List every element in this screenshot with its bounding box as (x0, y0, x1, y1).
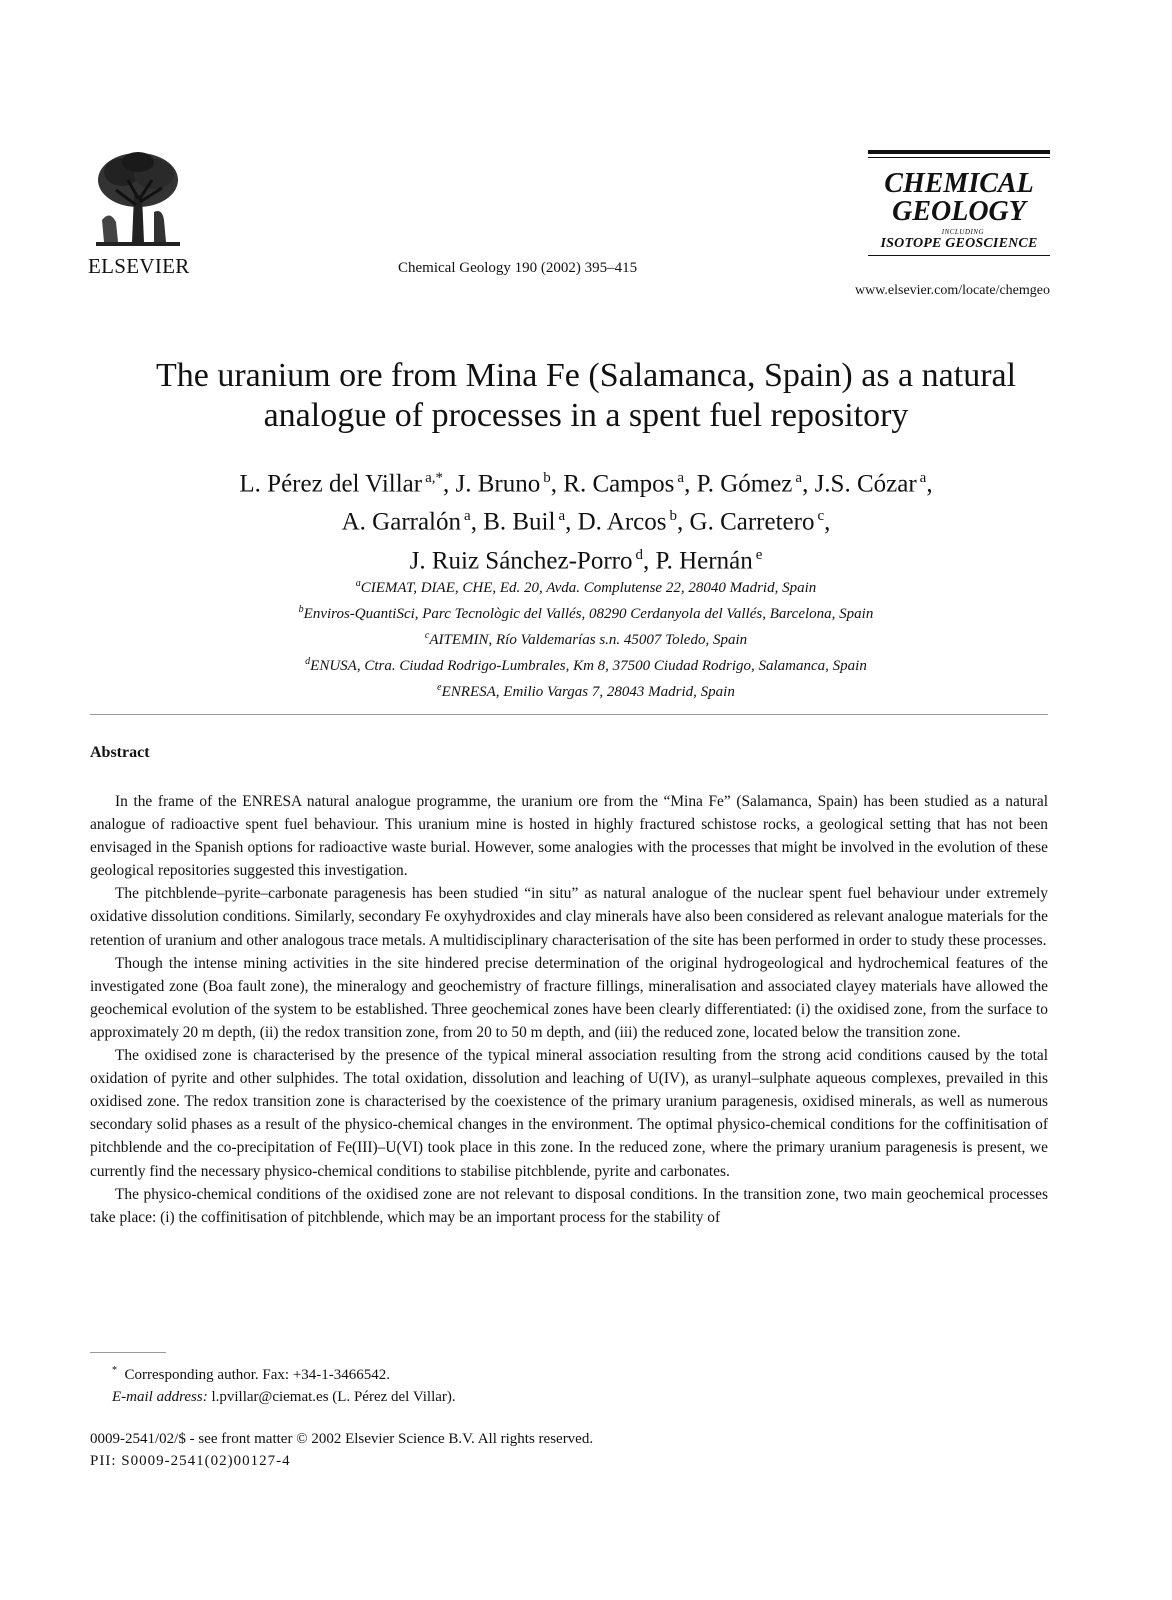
abstract-paragraph: The oxidised zone is characterised by the presence of the typical mineral association resulting from the strong acid conditions caused by the total oxidation of pyrite and other sulphides. The total oxidation, dissolution and leaching of U(IV), as uranyl–sulphate aqueous complexes, prevailed in this oxidised zone. The redox transition zone is characterised by the coexistence of the primary uranium paragenesis, oxidised minerals, as well as numerous secondary solid phases as a result of the physico-chemical changes in the environment. The optimal physico-chemical conditions for the coffinitisation of pitchblende and the co-precipitation of Fe(III)–U(VI) took place in this zone. In the reduced zone, where the primary uranium paragenesis is present, we currently find the necessary physico-chemical conditions to stabilise pitchblende, pyrite and carbonates. (90, 1047, 1048, 1180)
header-divider (90, 714, 1048, 715)
masthead-rule (868, 150, 1050, 154)
tree-logo-icon (92, 150, 184, 250)
author-line: L. Pérez del Villar $^{a,*}$, J. Bruno $^b$, R. Campos $^a$, P. Gómez $^a$, J.S. Cózar $^a$, (239, 470, 933, 498)
author-name: J. Bruno (455, 470, 541, 498)
author-name: J. Ruiz Sánchez-Porro (409, 546, 633, 574)
elsevier-logo (88, 150, 206, 278)
author-affiliation-mark: b (666, 508, 678, 525)
abstract-paragraph: Though the intense mining activities in the site hindered precise determination of the original hydrogeological and hydrochemical features of the investigated zone (Boa fault zone), the mineralogy and geochemistry of fracture fillings, mineralisation and associated clayey materials have allowed the geochemical evolution of the system to be established. Three geochemical zones have been clearly differentiated: (i) the oxidised zone, from the surface to approximately 20 m depth, (ii) the redox transition zone, from 20 to 50 m depth, and (iii) the reduced zone, located below the transition zone. (90, 954, 1048, 1041)
author-name: J.S. Cózar (814, 470, 917, 498)
author-affiliation-mark: c (814, 508, 825, 525)
email-value[interactable]: l.pvillar@ciemat.es (L. Pérez del Villar). (207, 1389, 456, 1405)
corresponding-author-text: Corresponding author. Fax: +34-1-3466542. (124, 1367, 391, 1383)
journal-citation: Chemical Geology 190 (2002) 395–415 (398, 260, 638, 276)
copyright-line: 0009-2541/02/$ - see front matter © 2002 Elsevier Science B.V. All rights reserved. (90, 1431, 594, 1447)
author-affiliation-mark: a (461, 508, 471, 525)
author-affiliation-mark: b (540, 470, 551, 486)
abstract-heading: Abstract (90, 744, 150, 761)
journal-name-line1: CHEMICAL (884, 168, 1034, 199)
affiliation-list (80, 573, 1092, 703)
author-name: G. Carretero (689, 508, 815, 536)
footnote-rule (90, 1352, 166, 1353)
author-name: D. Arcos (577, 508, 667, 536)
email-label: E-mail address: (112, 1389, 208, 1405)
author-line: A. Garralón $^a$, B. Buil $^a$, D. Arcos $^b$, G. Carretero $^c$, (341, 508, 831, 536)
author-affiliation-mark: a (555, 508, 566, 525)
affiliation-key: d (305, 656, 311, 667)
journal-masthead (868, 150, 1050, 256)
footnote (112, 1360, 456, 1408)
author-affiliation-mark: e (752, 546, 763, 563)
affiliation-text: ENRESA, Emilio Vargas 7, 28043 Madrid, Spain (441, 684, 735, 700)
author-name: P. Hernán (655, 546, 753, 574)
title-line: analogue of processes in a spent fuel repository (263, 397, 909, 434)
affiliation-text: Enviros-QuantiSci, Parc Tecnològic del Vallés, 08290 Cerdanyola del Vallés, Barcelona, Spain (303, 606, 874, 622)
corresponding-author-note (112, 1360, 456, 1386)
abstract-body (90, 790, 1048, 1229)
author-affiliation-mark: a (674, 470, 685, 486)
author-name: B. Buil (483, 508, 556, 536)
affiliation-key: e (437, 682, 442, 693)
footnote-mark: * (112, 1365, 117, 1376)
journal-subtitle: ISOTOPE GEOSCIENCE (880, 236, 1038, 251)
paper-title (80, 356, 1092, 436)
author-name: A. Garralón (341, 508, 462, 536)
author-affiliation-mark: a (792, 470, 803, 486)
email-note (112, 1386, 456, 1408)
affiliation-text: AITEMIN, Río Valdemarías s.n. 45007 Toledo, Spain (429, 632, 748, 648)
affiliation-key: c (424, 630, 430, 641)
journal-url[interactable]: www.elsevier.com/locate/chemgeo (854, 283, 1050, 298)
author-list (80, 462, 1092, 577)
masthead-rule (868, 255, 1050, 256)
publisher-name: ELSEVIER (88, 254, 190, 278)
author-name: P. Gómez (696, 470, 793, 498)
affiliation (80, 677, 1092, 703)
author-name: R. Campos (563, 470, 675, 498)
affiliation (80, 599, 1092, 625)
author-line: J. Ruiz Sánchez-Porro $^d$, P. Hernán $^e$ (409, 546, 763, 574)
affiliation-key: a (355, 578, 361, 589)
author-affiliation-mark: a (916, 470, 927, 486)
journal-name-line2: GEOLOGY (892, 196, 1026, 227)
author-affiliation-mark: d (632, 546, 643, 563)
author-affiliation-mark: a,* (422, 470, 444, 486)
affiliation (80, 651, 1092, 677)
author-name: L. Pérez del Villar (239, 470, 423, 498)
pii-line: PII: S0009-2541(02)00127-4 (90, 1453, 291, 1469)
affiliation-key: b (298, 604, 304, 615)
title-line: The uranium ore from Mina Fe (Salamanca, Spain) as a natural (155, 357, 1017, 394)
abstract-paragraph: In the frame of the ENRESA natural analogue programme, the uranium ore from the “Mina Fe” (Salamanca, Spain) has been studied as a natural analogue of radioactive spent fuel behaviour. This uranium mine is hosted in highly fractured schistose rocks, a geological setting that has not been envisaged in the Spanish options for radioactive waste burial. However, some analogies with the processes that might be involved in the evolution of these geological repositories suggested this investigation. (90, 793, 1048, 880)
masthead-rule (868, 157, 1050, 158)
affiliation (80, 573, 1092, 599)
affiliation-text: CIEMAT, DIAE, CHE, Ed. 20, Avda. Complutense 22, 28040 Madrid, Spain (360, 580, 817, 596)
copyright-block (90, 1428, 593, 1472)
abstract-paragraph: The pitchblende–pyrite–carbonate paragenesis has been studied “in situ” as natural analogue of the nuclear spent fuel behaviour under extremely oxidative dissolution conditions. Similarly, secondary Fe oxyhydroxides and clay minerals have also been considered as relevant analogue materials for the retention of uranium and other analogous trace metals. A multidisciplinary characterisation of the site has been performed in order to study these processes. (90, 885, 1048, 949)
journal-including: INCLUDING (941, 228, 984, 236)
affiliation-text: ENUSA, Ctra. Ciudad Rodrigo-Lumbrales, Km 8, 37500 Ciudad Rodrigo, Salamanca, Spain (310, 658, 867, 674)
abstract-paragraph: The physico-chemical conditions of the oxidised zone are not relevant to disposal conditions. In the transition zone, two main geochemical processes take place: (i) the coffinitisation of pitchblende, which may be an important process for the stability of (90, 1185, 1048, 1226)
affiliation (80, 625, 1092, 651)
